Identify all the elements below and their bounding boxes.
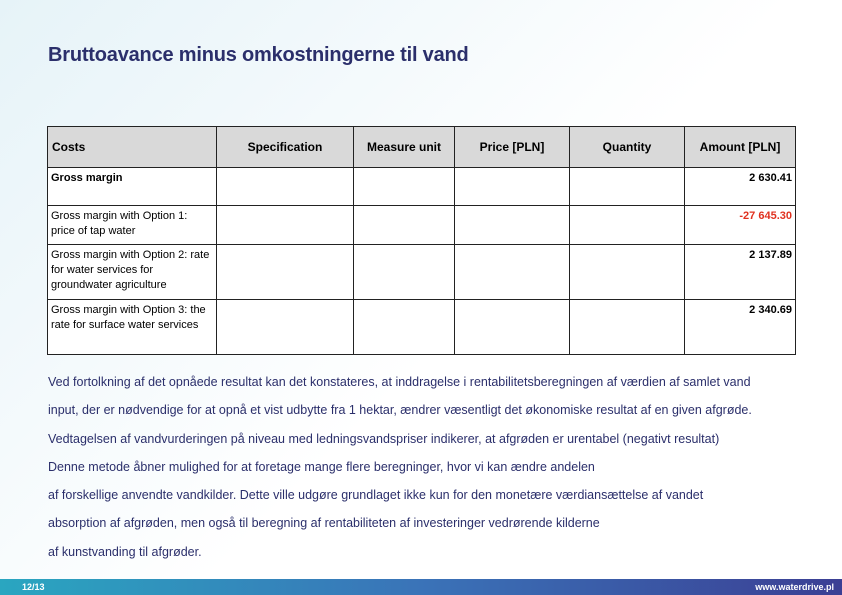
page-title: Bruttoavance minus omkostningerne til vand: [48, 44, 469, 66]
cell-specification: [217, 300, 354, 355]
cell-price: [455, 300, 570, 355]
col-header-quantity: Quantity: [570, 127, 685, 168]
paragraph-line: Vedtagelsen af vandvurderingen på niveau med ledningsvandspriser indikerer, at afgrøden er urentabel (negativt resultat): [48, 431, 720, 446]
paragraph-line: Denne metode åbner mulighed for at foretage mange flere beregninger, hvor vi kan ændre andelen: [48, 459, 595, 474]
paragraph-line: Ved fortolkning af det opnåede resultat kan det konstateres, at inddragelse i rentabilitetsberegningen af værdien af samlet vand: [48, 375, 751, 389]
cell-measure-unit: [354, 168, 455, 206]
cell-amount-negative: -27 645.30: [685, 206, 796, 245]
row-label: Gross margin with Option 2: rate for water services for groundwater agriculture: [48, 245, 217, 300]
table-header-row: [48, 127, 796, 168]
body-paragraph: [48, 368, 840, 566]
cell-quantity: [570, 206, 685, 245]
cell-specification: [217, 245, 354, 300]
paragraph-line: input, der er nødvendige for at opnå et vist udbytte fra 1 hektar, ændrer væsentligt det økonomiske resultat af en given afgrøde.: [48, 403, 752, 418]
col-header-measure-unit: Measure unit: [354, 127, 455, 168]
paragraph-line: af forskellige anvendte vandkilder. Dette ville udgøre grundlaget ikke kun for den monetære værdiansættelse af vandet: [48, 488, 704, 503]
cell-measure-unit: [354, 245, 455, 300]
cell-measure-unit: [354, 300, 455, 355]
cell-price: [455, 206, 570, 245]
table-row: [48, 206, 796, 245]
col-header-specification: Specification: [217, 127, 354, 168]
cell-amount: 2 137.89: [685, 245, 796, 300]
row-label: Gross margin: [48, 168, 217, 206]
table-row: [48, 245, 796, 300]
table-row: [48, 168, 796, 206]
page-number: 12/13: [22, 582, 45, 592]
footer-bar: [0, 579, 842, 595]
website-url: www.waterdrive.pl: [755, 582, 834, 592]
paragraph-line: af kunstvanding til afgrøder.: [48, 544, 202, 559]
row-label: Gross margin with Option 1: price of tap water: [48, 206, 217, 245]
col-header-costs: Costs: [48, 127, 217, 168]
cell-price: [455, 168, 570, 206]
cell-quantity: [570, 300, 685, 355]
cell-quantity: [570, 168, 685, 206]
col-header-price: Price [PLN]: [455, 127, 570, 168]
paragraph-line: absorption af afgrøden, men også til beregning af rentabiliteten af investeringer vedrørende kilderne: [48, 516, 600, 531]
cell-price: [455, 245, 570, 300]
cell-amount: 2 340.69: [685, 300, 796, 355]
cell-specification: [217, 168, 354, 206]
row-label: Gross margin with Option 3: the rate for surface water services: [48, 300, 217, 355]
cell-specification: [217, 206, 354, 245]
col-header-amount: Amount [PLN]: [685, 127, 796, 168]
cell-amount: 2 630.41: [685, 168, 796, 206]
costs-table: [47, 126, 796, 355]
table-row: [48, 300, 796, 355]
cell-measure-unit: [354, 206, 455, 245]
cell-quantity: [570, 245, 685, 300]
